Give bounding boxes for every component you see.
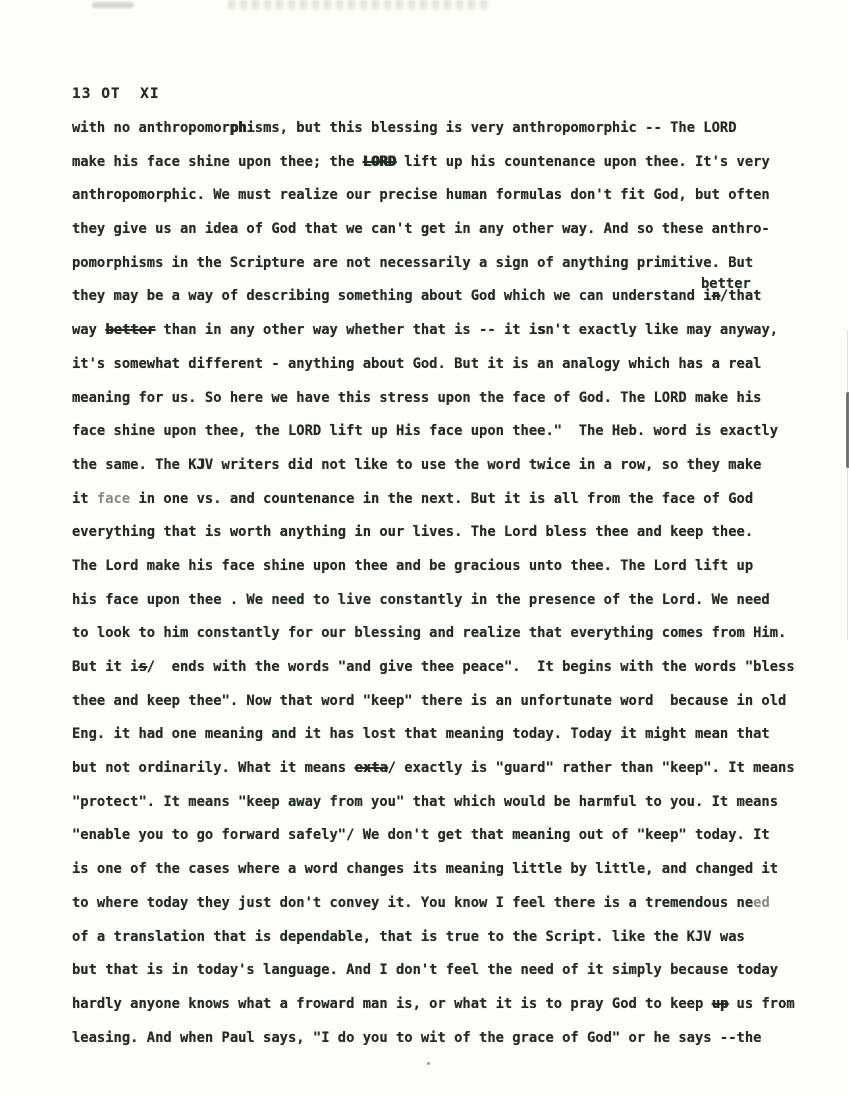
scan-edge-line: [847, 330, 848, 640]
text-line: is one of the cases where a word changes its meaning little by little, and changed it: [72, 861, 779, 878]
text-line: "protect". It means "keep away from you" that which would be harmful to you. It means: [72, 793, 779, 810]
text-line: "enable you to go forward safely"/ We don't get that meaning out of "keep" today. It: [72, 827, 770, 844]
document-lines: [72, 112, 832, 1055]
text-line: way better than in any other way whether that is -- it isn't exactly like may anyway,: [72, 322, 779, 339]
bleedthrough-smudge: [92, 2, 134, 8]
text-line: hardly anyone knows what a froward man is, or what it is to pray God to keep up us from: [72, 995, 795, 1012]
text-line: it face in one vs. and countenance in the next. But it is all from the face of God: [72, 490, 754, 507]
text-line: to where today they just don't convey it. You know I feel there is a tremendous need: [72, 894, 770, 911]
text-line: they may be a way of describing something about God which we can understand in/that: [72, 288, 762, 305]
text-line: his face upon thee . We need to live constantly in the presence of the Lord. We need: [72, 591, 770, 608]
text-line: anthropomorphic. We must realize our precise human formulas don't fit God, but often: [72, 187, 770, 204]
text-line: Eng. it had one meaning and it has lost that meaning today. Today it might mean that: [72, 726, 770, 743]
text-line: meaning for us. So here we have this stress upon the face of God. The LORD make his: [72, 389, 762, 406]
ink-dot: [427, 1062, 430, 1065]
text-line: everything that is worth anything in our lives. The Lord bless thee and keep thee.: [72, 524, 754, 541]
text-line: of a translation that is dependable, that is true to the Script. like the KJV was: [72, 928, 745, 945]
text-line: to look to him constantly for our blessing and realize that everything comes from Him.: [72, 625, 787, 642]
text-line: with no anthropomorphisms, but this blessing is very anthropomorphic -- The LORD: [72, 120, 737, 136]
text-line: The Lord make his face shine upon thee and be gracious unto thee. The Lord lift up: [72, 557, 754, 574]
text-line: the same. The KJV writers did not like to use the word twice in a row, so they make: [72, 456, 762, 473]
text-line: they give us an idea of God that we can't get in any other way. And so these anthro-: [72, 221, 770, 238]
text-line: thee and keep thee". Now that word "keep" there is an unfortunate word because in old: [72, 692, 787, 709]
text-line: face shine upon thee, the LORD lift up His face upon thee." The Heb. word is exactly: [72, 423, 779, 440]
text-line: but that is in today's language. And I don't feel the need of it simply because today: [72, 962, 779, 979]
text-line: it's somewhat different - anything about God. But it is an analogy which has a real: [72, 355, 762, 372]
text-line: make his face shine upon thee; the LORD lift up his countenance upon thee. It's very: [72, 153, 770, 170]
text-line: leasing. And when Paul says, "I do you to wit of the grace of God" or he says --the: [72, 1029, 762, 1046]
text-line: pomorphisms in the Scripture are not necessarily a sign of anything primitive. But: [72, 254, 754, 271]
inserted-correction-word: better: [701, 276, 751, 292]
page-header: 13 OT XI: [72, 86, 160, 102]
bleedthrough-ghost-text: [228, 0, 490, 9]
text-line: But it is/ ends with the words "and give thee peace". It begins with the words "bless: [72, 659, 795, 675]
text-line: but not ordinarily. What it means exta/ exactly is "guard" rather than "keep". It means: [72, 760, 795, 777]
